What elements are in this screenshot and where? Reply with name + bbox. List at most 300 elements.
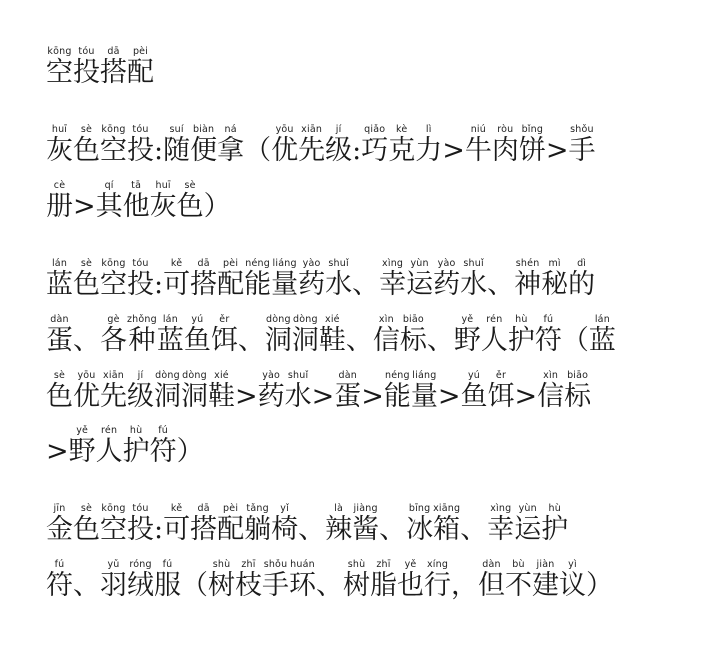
hanzi: 秘 (541, 269, 569, 300)
pinyin: shén (514, 258, 542, 269)
hanzi: 空 (46, 57, 73, 88)
hanzi: 行 (424, 570, 451, 601)
pinyin: lì (415, 124, 443, 135)
punctuation: 、 (352, 269, 380, 300)
hanzi: 运 (514, 514, 542, 545)
character-with-pinyin (454, 314, 481, 354)
character-with-pinyin (100, 314, 127, 354)
pinyin: hù (507, 314, 535, 325)
hanzi: 他 (122, 191, 150, 222)
character-with-pinyin (100, 124, 127, 164)
character-with-pinyin (127, 124, 154, 164)
character-with-pinyin (505, 559, 532, 599)
hanzi: 饵 (210, 325, 238, 356)
character-with-pinyin (69, 425, 96, 465)
hanzi: 护 (122, 436, 150, 467)
character-with-pinyin (564, 370, 591, 410)
pinyin: pèi (217, 503, 245, 514)
character-with-pinyin (589, 314, 616, 354)
character-with-pinyin (411, 370, 438, 410)
character-with-pinyin (46, 258, 73, 298)
text-line (46, 314, 616, 354)
pinyin: pèi (127, 46, 154, 57)
pinyin: huī (46, 124, 73, 135)
hanzi: 先 (100, 381, 127, 412)
pinyin: liáng (410, 370, 438, 381)
character-with-pinyin (150, 425, 177, 465)
character-with-pinyin (568, 258, 595, 298)
hanzi: 金 (46, 514, 73, 545)
character-with-pinyin (343, 559, 370, 599)
text-line (46, 370, 591, 410)
character-with-pinyin (73, 46, 100, 86)
pinyin: lán (156, 314, 184, 325)
character-with-pinyin (406, 503, 433, 543)
pinyin: yǐ (271, 503, 299, 514)
character-with-pinyin (352, 503, 379, 543)
character-with-pinyin (46, 503, 73, 543)
character-with-pinyin (127, 314, 157, 354)
pinyin: yào (433, 258, 461, 269)
character-with-pinyin (127, 258, 154, 298)
pinyin: shǒu (568, 124, 596, 135)
hanzi: 枝 (235, 570, 262, 601)
punctuation: （ (181, 570, 208, 601)
character-with-pinyin (292, 314, 319, 354)
pinyin: dì (568, 258, 596, 269)
pinyin: niú (464, 124, 492, 135)
punctuation: ， (451, 570, 478, 601)
character-with-pinyin (190, 258, 217, 298)
hanzi: 手 (568, 135, 596, 166)
hanzi: 投 (127, 514, 154, 545)
pinyin: kōng (100, 124, 127, 135)
character-with-pinyin (541, 503, 568, 543)
character-with-pinyin (559, 559, 586, 599)
pinyin: pèi (217, 258, 245, 269)
character-with-pinyin (271, 258, 298, 298)
hanzi: 投 (73, 57, 100, 88)
hanzi: 辣 (325, 514, 353, 545)
pinyin: yào (257, 370, 285, 381)
hanzi: 量 (410, 381, 438, 412)
pinyin: zhǒng (127, 314, 157, 325)
pinyin: tóu (127, 124, 154, 135)
hanzi: 议 (559, 570, 586, 601)
character-with-pinyin (271, 503, 298, 543)
hanzi: 护 (507, 325, 535, 356)
pinyin: kě (163, 503, 191, 514)
hanzi: 的 (568, 269, 596, 300)
character-with-pinyin (190, 124, 217, 164)
pinyin: qí (95, 180, 123, 191)
hanzi: 人 (480, 325, 508, 356)
character-with-pinyin (46, 370, 73, 410)
character-with-pinyin (217, 124, 244, 164)
pinyin: tǎng (244, 503, 272, 514)
hanzi: 幸 (379, 269, 407, 300)
character-with-pinyin (163, 503, 190, 543)
character-with-pinyin (388, 124, 415, 164)
pinyin: ná (217, 124, 245, 135)
character-with-pinyin (325, 258, 352, 298)
pinyin: dòng (264, 314, 292, 325)
hanzi: 册 (46, 191, 73, 222)
hanzi: 鞋 (318, 325, 346, 356)
hanzi: 标 (399, 325, 427, 356)
character-with-pinyin (100, 503, 127, 543)
pinyin: jiàng (352, 503, 380, 514)
character-with-pinyin (298, 124, 325, 164)
punctuation: ） (586, 570, 613, 601)
character-with-pinyin (177, 180, 204, 220)
character-with-pinyin (319, 314, 346, 354)
hanzi: 灰 (46, 135, 73, 166)
pinyin: yě (68, 425, 96, 436)
hanzi: 随 (163, 135, 191, 166)
text-line (46, 46, 154, 86)
pinyin: yǔ (100, 559, 127, 570)
pinyin: shù (343, 559, 370, 570)
pinyin: rén (95, 425, 123, 436)
hanzi: 级 (127, 381, 154, 412)
hanzi: 酱 (352, 514, 380, 545)
character-with-pinyin (519, 124, 546, 164)
pinyin: biàn (190, 124, 218, 135)
character-with-pinyin (379, 258, 406, 298)
character-with-pinyin (100, 370, 127, 410)
hanzi: 蛋 (334, 381, 362, 412)
hanzi: 克 (388, 135, 416, 166)
pinyin: xíng (424, 559, 451, 570)
character-with-pinyin (127, 46, 154, 86)
pinyin: fú (46, 559, 73, 570)
pinyin: biāo (399, 314, 427, 325)
punctuation: : (352, 135, 362, 166)
pinyin: ěr (487, 370, 515, 381)
character-with-pinyin (73, 370, 100, 410)
hanzi: 手 (262, 570, 289, 601)
pinyin: xié (318, 314, 346, 325)
hanzi: 树 (343, 570, 370, 601)
hanzi: 蓝 (156, 325, 184, 356)
pinyin: kè (388, 124, 416, 135)
character-with-pinyin (244, 503, 271, 543)
pinyin: sè (73, 124, 100, 135)
pinyin: néng (244, 258, 272, 269)
pinyin: fú (154, 559, 181, 570)
punctuation: 、 (73, 570, 100, 601)
punctuation: : (154, 269, 164, 300)
hanzi: 幸 (487, 514, 515, 545)
character-with-pinyin (488, 370, 515, 410)
character-with-pinyin (433, 503, 460, 543)
hanzi: 配 (127, 57, 154, 88)
punctuation: > (442, 135, 465, 166)
character-with-pinyin (289, 559, 316, 599)
hanzi: 色 (176, 191, 204, 222)
pinyin: qiǎo (361, 124, 389, 135)
hanzi: 绒 (127, 570, 154, 601)
character-with-pinyin (541, 258, 568, 298)
punctuation: （ (561, 325, 589, 356)
pinyin: róng (127, 559, 154, 570)
character-with-pinyin (100, 46, 127, 86)
punctuation: : (154, 135, 164, 166)
pinyin: sè (73, 258, 100, 269)
hanzi: 种 (127, 325, 157, 356)
hanzi: 优 (73, 381, 100, 412)
hanzi: 药 (298, 269, 326, 300)
hanzi: 符 (46, 570, 73, 601)
hanzi: 洞 (291, 325, 319, 356)
pinyin: cè (46, 180, 73, 191)
character-with-pinyin (46, 314, 73, 354)
character-with-pinyin (415, 124, 442, 164)
pinyin: tóu (127, 258, 154, 269)
pinyin: yào (298, 258, 326, 269)
character-with-pinyin (46, 46, 73, 86)
character-with-pinyin (217, 503, 244, 543)
character-with-pinyin (487, 503, 514, 543)
pinyin: xìng (487, 503, 515, 514)
hanzi: 配 (217, 514, 245, 545)
hanzi: 也 (397, 570, 424, 601)
hanzi: 服 (154, 570, 181, 601)
character-with-pinyin (325, 503, 352, 543)
pinyin: zhī (370, 559, 397, 570)
pinyin: dàn (334, 370, 362, 381)
character-with-pinyin (514, 503, 541, 543)
character-with-pinyin (163, 124, 190, 164)
pinyin: néng (383, 370, 411, 381)
hanzi: 神 (514, 269, 542, 300)
pinyin: kōng (100, 258, 127, 269)
pinyin: huī (149, 180, 177, 191)
pinyin: sè (176, 180, 204, 191)
pinyin: xiāng (433, 503, 461, 514)
hanzi: 色 (73, 514, 100, 545)
pinyin: fú (534, 314, 562, 325)
character-with-pinyin (384, 370, 411, 410)
text-line (46, 180, 231, 220)
hanzi: 巧 (361, 135, 389, 166)
hanzi: 搭 (190, 269, 218, 300)
hanzi: 能 (244, 269, 272, 300)
hanzi: 量 (271, 269, 299, 300)
character-with-pinyin (73, 124, 100, 164)
pinyin: fú (149, 425, 177, 436)
hanzi: 椅 (271, 514, 299, 545)
pinyin: shù (208, 559, 235, 570)
character-with-pinyin (258, 370, 285, 410)
punctuation: > (545, 135, 569, 166)
hanzi: 不 (505, 570, 532, 601)
pinyin: xìn (537, 370, 565, 381)
pinyin: yōu (73, 370, 100, 381)
hanzi: 能 (383, 381, 411, 412)
character-with-pinyin (123, 180, 150, 220)
hanzi: 配 (217, 269, 245, 300)
character-with-pinyin (235, 559, 262, 599)
hanzi: 冰 (406, 514, 434, 545)
hanzi: 环 (289, 570, 316, 601)
hanzi: 洞 (154, 381, 181, 412)
hanzi: 洞 (264, 325, 292, 356)
punctuation: 、 (237, 325, 265, 356)
pinyin: shuǐ (325, 258, 353, 269)
pinyin: jīn (46, 503, 73, 514)
character-with-pinyin (397, 559, 424, 599)
character-with-pinyin (400, 314, 427, 354)
hanzi: 洞 (181, 381, 208, 412)
character-with-pinyin (96, 180, 123, 220)
character-with-pinyin (568, 124, 595, 164)
character-with-pinyin (181, 370, 208, 410)
character-with-pinyin (127, 370, 154, 410)
punctuation: 、 (73, 325, 100, 356)
punctuation: > (235, 381, 258, 412)
pinyin: hù (122, 425, 150, 436)
hanzi: 护 (541, 514, 569, 545)
character-with-pinyin (96, 425, 123, 465)
hanzi: 鱼 (460, 381, 488, 412)
character-with-pinyin (127, 503, 154, 543)
pinyin: rén (480, 314, 508, 325)
pinyin: dàn (478, 559, 505, 570)
text-line (46, 425, 204, 465)
pinyin: jiàn (532, 559, 559, 570)
hanzi: 搭 (190, 514, 218, 545)
punctuation: （ (244, 135, 272, 166)
character-with-pinyin (424, 559, 451, 599)
hanzi: 拿 (217, 135, 245, 166)
character-with-pinyin (370, 559, 397, 599)
pinyin: yùn (406, 258, 434, 269)
character-with-pinyin (73, 258, 100, 298)
text-line (46, 559, 613, 599)
punctuation: ） (176, 436, 204, 467)
punctuation: > (361, 381, 384, 412)
character-with-pinyin (190, 503, 217, 543)
pinyin: yì (559, 559, 586, 570)
punctuation: 、 (345, 325, 373, 356)
hanzi: 空 (100, 135, 127, 166)
hanzi: 牛 (464, 135, 492, 166)
hanzi: 但 (478, 570, 505, 601)
hanzi: 可 (163, 514, 191, 545)
hanzi: 肉 (491, 135, 519, 166)
character-with-pinyin (465, 124, 492, 164)
pinyin: dòng (181, 370, 208, 381)
character-with-pinyin (208, 559, 235, 599)
hanzi: 水 (325, 269, 353, 300)
pinyin: liáng (271, 258, 299, 269)
pinyin: kōng (100, 503, 127, 514)
punctuation: 、 (460, 514, 488, 545)
character-with-pinyin (508, 314, 535, 354)
pinyin: huán (289, 559, 316, 570)
punctuation: 、 (316, 570, 343, 601)
hanzi: 躺 (244, 514, 272, 545)
hanzi: 羽 (100, 570, 127, 601)
pinyin: dòng (154, 370, 181, 381)
pinyin: jí (127, 370, 154, 381)
hanzi: 空 (100, 269, 127, 300)
hanzi: 力 (415, 135, 443, 166)
character-with-pinyin (532, 559, 559, 599)
text-line (46, 124, 595, 164)
hanzi: 各 (100, 325, 127, 356)
punctuation: > (73, 191, 96, 222)
hanzi: 蓝 (588, 325, 616, 356)
hanzi: 可 (163, 269, 191, 300)
punctuation: 、 (379, 514, 407, 545)
character-with-pinyin (100, 258, 127, 298)
hanzi: 投 (127, 269, 154, 300)
punctuation: > (311, 381, 335, 412)
pinyin: tóu (127, 503, 154, 514)
hanzi: 建 (532, 570, 559, 601)
pinyin: là (325, 503, 353, 514)
punctuation: ） (203, 191, 231, 222)
pinyin: hù (541, 503, 569, 514)
pinyin: xiān (298, 124, 326, 135)
pinyin: xìn (372, 314, 400, 325)
character-with-pinyin (127, 559, 154, 599)
punctuation: > (46, 436, 69, 467)
pinyin: kě (163, 258, 191, 269)
hanzi: 信 (372, 325, 400, 356)
hanzi: 符 (534, 325, 562, 356)
character-with-pinyin (265, 314, 292, 354)
pinyin: dā (190, 503, 218, 514)
character-with-pinyin (298, 258, 325, 298)
punctuation: 、 (426, 325, 454, 356)
character-with-pinyin (334, 370, 361, 410)
pinyin: suí (163, 124, 191, 135)
hanzi: 灰 (149, 191, 177, 222)
hanzi: 便 (190, 135, 218, 166)
pinyin: dàn (46, 314, 73, 325)
pinyin: xié (208, 370, 235, 381)
hanzi: 蓝 (46, 269, 73, 300)
hanzi: 信 (537, 381, 565, 412)
hanzi: 搭 (100, 57, 127, 88)
pinyin: ěr (210, 314, 238, 325)
hanzi: 脂 (370, 570, 397, 601)
character-with-pinyin (100, 559, 127, 599)
character-with-pinyin (460, 258, 487, 298)
character-with-pinyin (46, 124, 73, 164)
character-with-pinyin (285, 370, 312, 410)
punctuation: > (437, 381, 461, 412)
pinyin: lán (46, 258, 73, 269)
pinyin: shuǐ (284, 370, 312, 381)
hanzi: 色 (73, 269, 100, 300)
character-with-pinyin (154, 370, 181, 410)
punctuation: 、 (487, 269, 515, 300)
pinyin: yú (183, 314, 211, 325)
character-with-pinyin (461, 370, 488, 410)
pinyin: yōu (271, 124, 299, 135)
pinyin: dā (100, 46, 127, 57)
hanzi: 箱 (433, 514, 461, 545)
character-with-pinyin (481, 314, 508, 354)
hanzi: 色 (46, 381, 73, 412)
pinyin: lán (588, 314, 616, 325)
hanzi: 蛋 (46, 325, 73, 356)
